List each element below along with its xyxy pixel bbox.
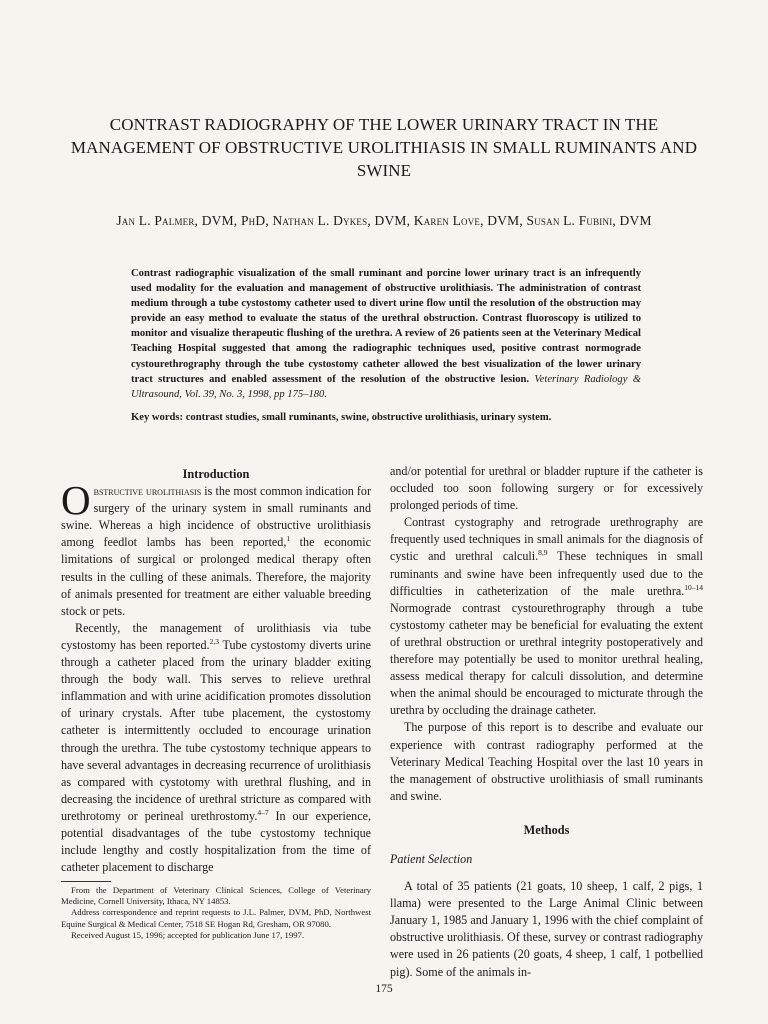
abstract-citation: Veterinary Radiology & Ultrasound, Vol. 39, No. 3, 1998, pp 175–180. <box>131 373 641 400</box>
methods-paragraph-1: A total of 35 patients (21 goats, 10 sheep, 1 calf, 2 pigs, 1 llama) were presented to the Large Animal Clinic between January 1, 1985 and January 1, 1996 with the chief complaint of obstructive urolithiasis. Of these, survey or contrast radiography were used in 26 patients (20 goats, 4 sheep, 1 calf, 1 potbellied pig). Some of the animals in- <box>390 879 703 979</box>
abstract-text: Contrast radiographic visualization of the small ruminant and porcine lower urinary tract is an infrequently used modality for the evaluation and management of obstructive urolithiasis. The administration of contrast medium through a tube cystostomy catheter used to divert urine flow until the resolution of the obstruction may provide an easy method to evaluate the status of the urethral obstruction. Contrast fluoroscopy is utilized to monitor and visualize therapeutic flushing of the urethra. A review of 26 patients seen at the Veterinary Medical Teaching Hospital suggested that among the radiographic techniques used, positive contrast normograde cystourethrography through the tube cystostomy catheter allowed the best visualization of the lower urinary tract structures and enabled assessment of the resolution of the obstructive lesion. <box>131 268 641 385</box>
keywords: Key words: contrast studies, small ruminants, swine, obstructive urolithiasis, urinary system. <box>131 412 552 423</box>
subheading-patient-selection: Patient Selection <box>390 851 473 866</box>
left-column <box>61 466 371 876</box>
footnote-received: Received August 15, 1996; accepted for publication June 17, 1997. <box>71 929 305 940</box>
reference-marker: 2,3 <box>209 636 219 646</box>
intro-p3-b: These techniques in small ruminants and swine have been infrequently used due to the difficulties in catheterization of the male urethra. <box>390 549 704 598</box>
authors-text: Jan L. Palmer, DVM, PhD, Nathan L. Dykes, DVM, Karen Love, DVM, Susan L. Fubini, DVM <box>116 213 652 228</box>
reference-marker: 4–7 <box>257 807 269 817</box>
author-list <box>60 213 708 229</box>
footnote-divider <box>61 881 111 882</box>
page-number: 175 <box>375 983 393 995</box>
abstract <box>131 266 641 402</box>
intro-p2-b: Tube cystostomy diverts urine through a catheter placed from the urinary bladder exiting through the body wall. This serves to relieve urethral inflammation and with urine acidification promotes dissolution of urinary crystals. After tube placement, the cystostomy catheter is intermittently occluded to encourage urination through the urethra. The tube cystostomy technique appears to have several advantages in decreasing recurrence of urolithiasis as compared with cystotomy with urethral flushing, and in decreasing the incidence of urethral stricture as compared with urethrotomy or perineal urethrostomy. <box>61 637 371 823</box>
footnotes <box>61 885 371 941</box>
intro-paragraph-1 <box>61 477 371 620</box>
reference-marker: 8,9 <box>538 548 548 558</box>
footnote-correspondence: Address correspondence and reprint requests to J.L. Palmer, DVM, PhD, Northwest Equine Surgical & Medical Center, 7518 SE Hogan Rd, Gresham, OR 97080. <box>61 907 371 929</box>
intro-p1-tail: the economic limitations of surgical or prolonged medical therapy often results in the culling of these animals. Therefore, the majority of animals presented for treatment are either valuable breeding stock or pets. <box>61 535 371 618</box>
intro-paragraph-2 <box>61 620 371 876</box>
reference-marker: 1 <box>286 534 291 544</box>
intro-p1-body: is the most common indication for surgery of the urinary system in small ruminants and swine. Whereas a high incidence of obstructive urolithiasis among feedlot lambs has been reported, <box>61 484 371 550</box>
intro-paragraph-4: The purpose of this report is to describe and evaluate our experience with contrast radiography performed at the Veterinary Medical Teaching Hospital over the last 10 years in the management of obstructive urolithiasis of small ruminants and swine. <box>390 720 703 803</box>
intro-p3-c: Normograde contrast cystourethrography through a tube cystostomy catheter may be beneficial for evaluating the extent of urethral obstruction or urethral integrity postoperatively and therefore may potentially be used to monitor urethral healing, assess medical therapy for calculi dissolution, and determine when the animal should be encouraged to micturate through the urethra by occluding the drainage catheter. <box>390 600 703 718</box>
intro-p2-a: Recently, the management of urolithiasis via tube cystostomy has been reported. <box>61 620 371 652</box>
intro-p3-a: Contrast cystography and retrograde urethrography are frequently used techniques in small animals for the diagnosis of cystic and urethral calculi. <box>390 515 703 564</box>
section-heading-methods: Methods <box>523 822 570 837</box>
article-title: CONTRAST RADIOGRAPHY OF THE LOWER URINARY TRACT IN THE MANAGEMENT OF OBSTRUCTIVE UROLITHIASIS IN SMALL RUMINANTS AND SWINE <box>70 115 698 180</box>
reference-marker: 10–14 <box>684 582 703 592</box>
intro-continuation: and/or potential for urethral or bladder rupture if the catheter is occluded too soon following surgery or for excessively prolonged periods of time. <box>390 464 703 513</box>
right-column <box>390 463 703 981</box>
lead-in-smallcaps: bstructive urolithiasis <box>93 484 202 499</box>
footnote-affiliation: From the Department of Veterinary Clinical Sciences, College of Veterinary Medicine, Cornell University, Ithaca, NY 14853. <box>61 885 371 907</box>
drop-cap: O <box>61 477 91 524</box>
intro-p2-c: In our experience, potential disadvantages of the tube cystostomy technique include lengthy and costly hospitalization from the time of catheter placement to discharge <box>61 808 371 875</box>
section-heading-introduction: Introduction <box>182 467 250 481</box>
intro-paragraph-3 <box>390 514 703 719</box>
